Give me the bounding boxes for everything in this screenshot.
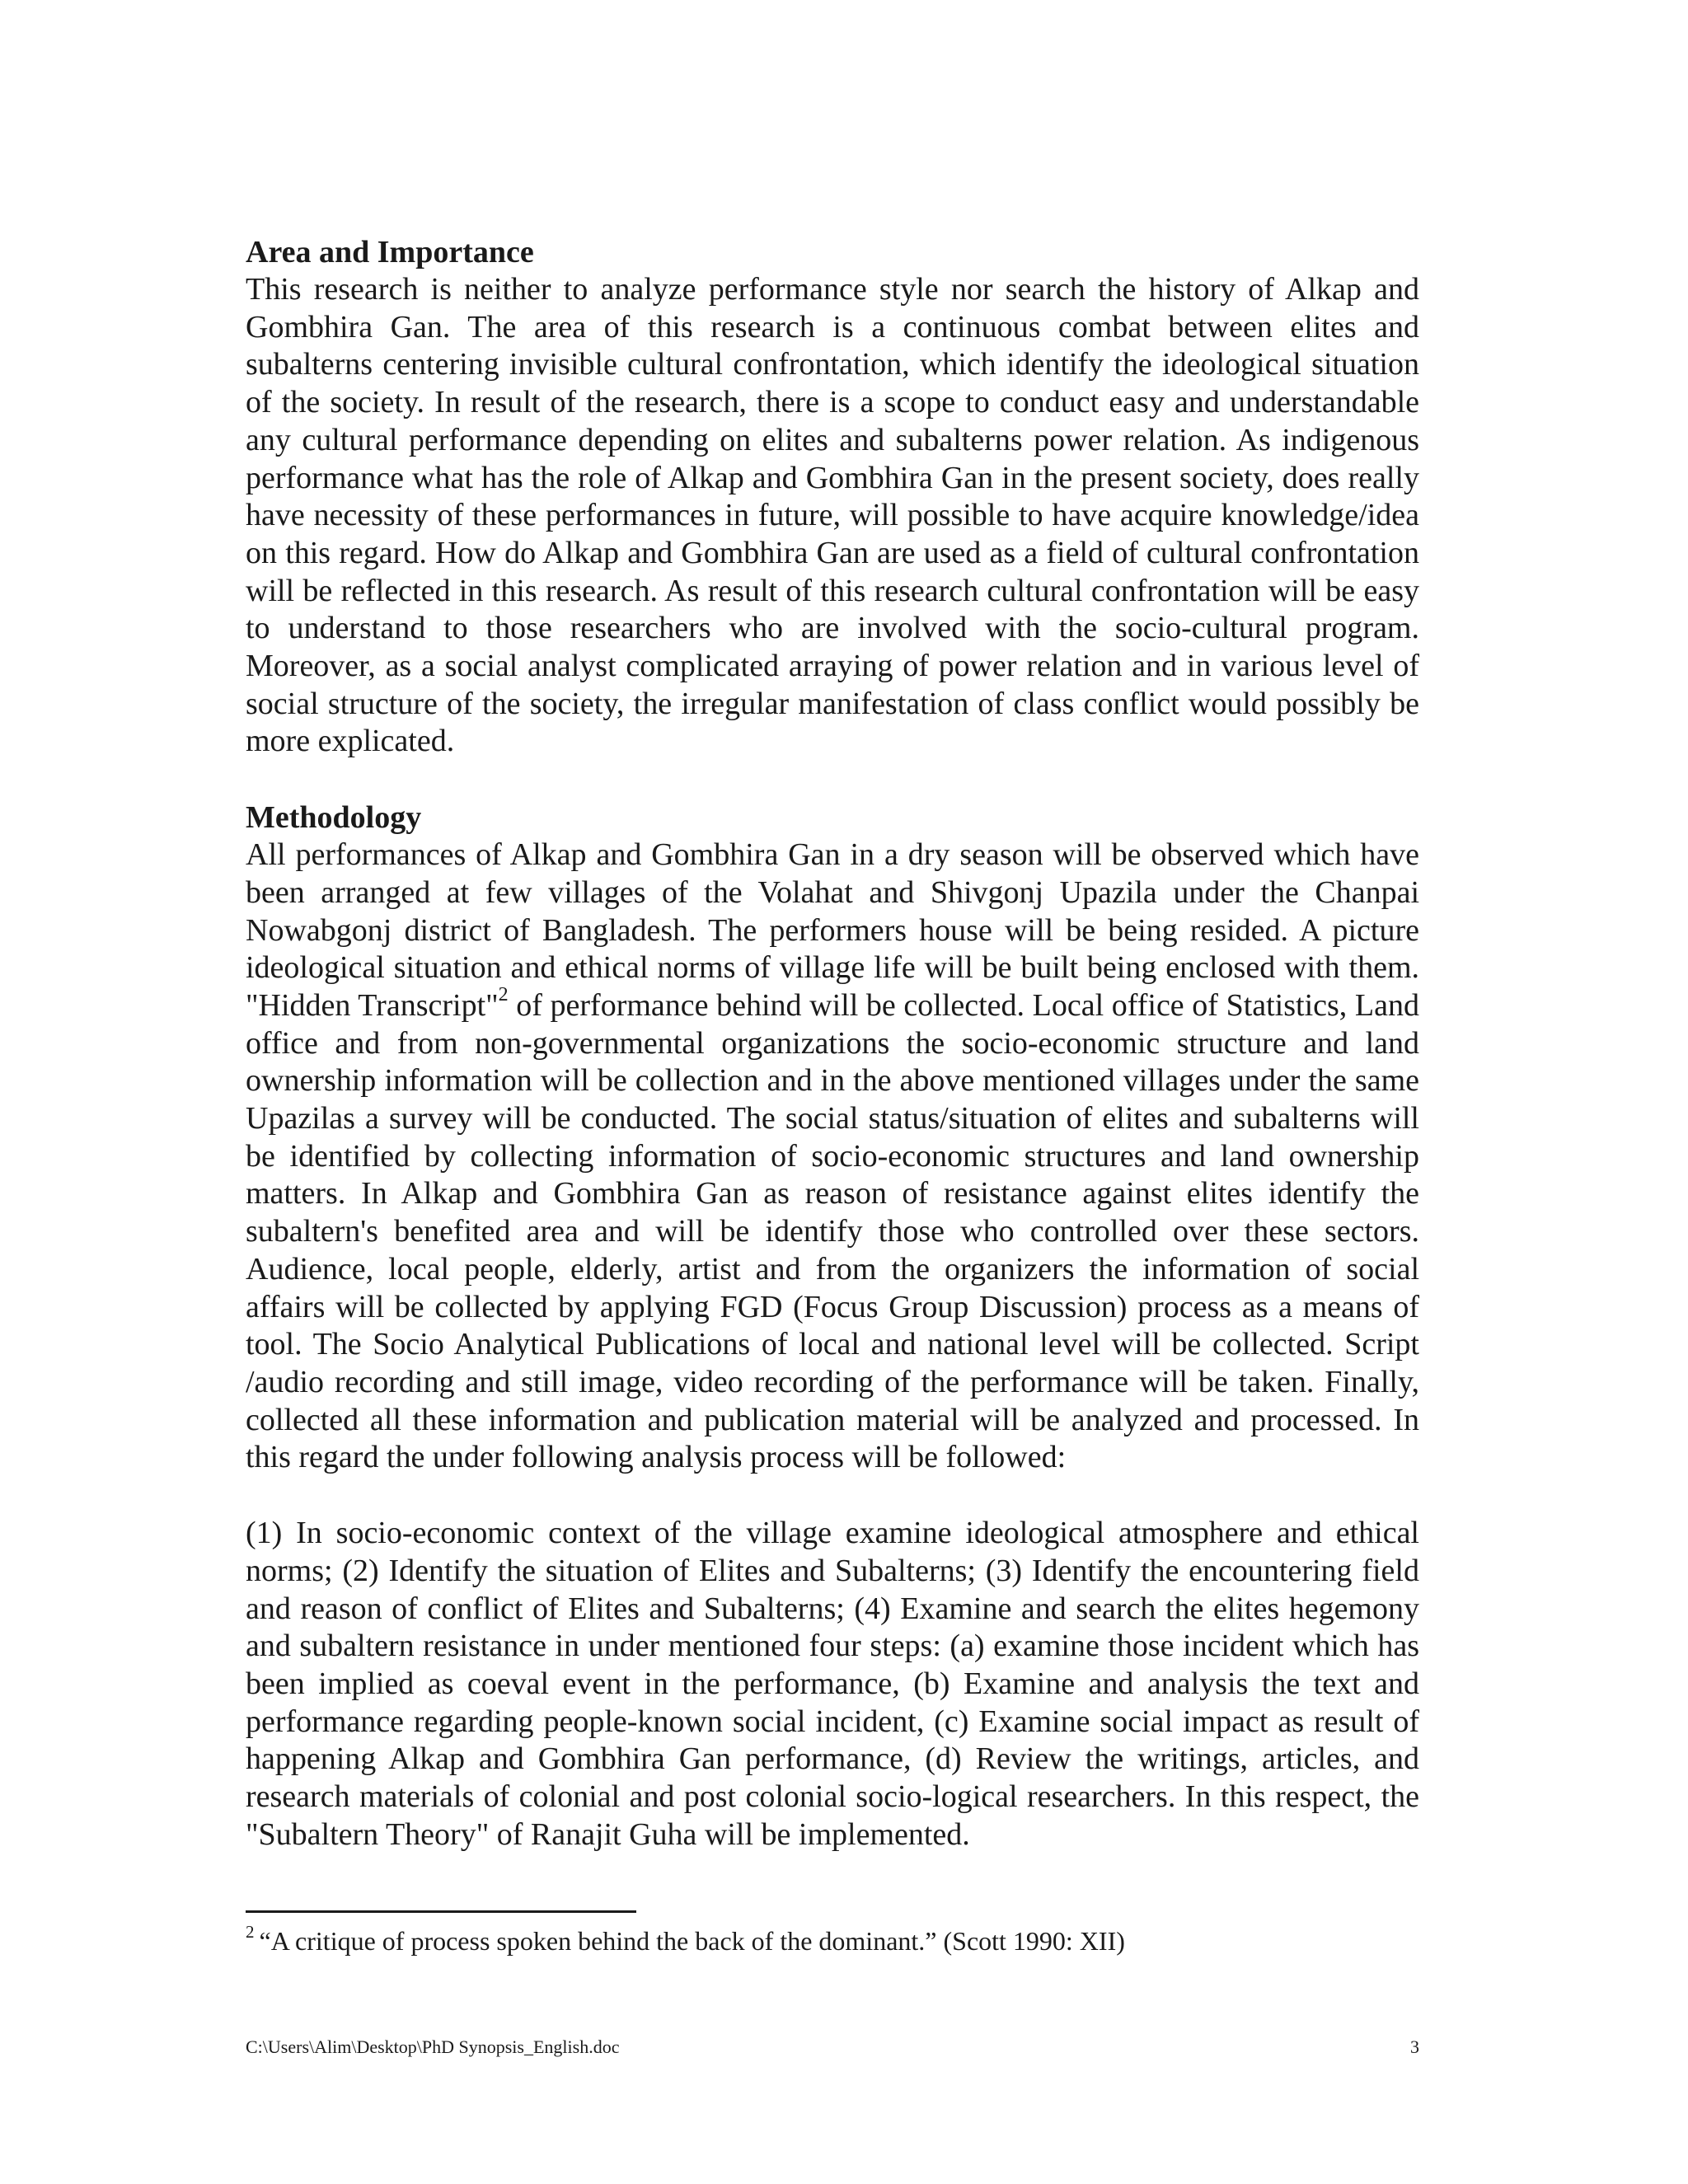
footnote-number: 2 — [246, 1922, 255, 1943]
area-importance-paragraph: This research is neither to analyze performance style nor search the history of Alkap and Gombhira Gan. The area of this research is a continuous combat between elites and subalterns centering invisible cultural confrontation, which identify the ideological situation of the society. In result of the research, there is a scope to conduct easy and understandable any cultural performance depending on elites and subalterns power relation. As indigenous performance what has the role of Alkap and Gombhira Gan in the present society, does really have necessity of these performances in future, will possible to have acquire knowledge/idea on this regard. How do Alkap and Gombhira Gan are used as a field of cultural confrontation will be reflected in this research. As result of this research cultural confrontation will be easy to understand to those researchers who are involved with the socio-cultural program. Moreover, as a social analyst complicated arraying of power relation and in various level of social structure of the society, the irregular manifestation of class conflict would possibly be more explicated. — [246, 272, 1419, 759]
paragraph-spacer — [246, 1477, 1419, 1515]
methodology-paragraph — [246, 837, 1419, 1477]
footer-file-path: C:\Users\Alim\Desktop\PhD Synopsis_English.doc — [246, 2036, 620, 2057]
footer-page-number: 3 — [1410, 2036, 1419, 2057]
methodology-text-part1: All performances of Alkap and Gombhira Gan in a dry season will be observed which have been arranged at few villages of the Volahat and Shivgonj Upazila under the Chanpai Nowabgonj district of Bangladesh. The performers house will be being resided. A picture ideological situation and ethical norms of village life will be built being enclosed with them. "Hidden Transcript" — [246, 837, 1419, 1023]
footnote-reference[interactable]: 2 — [498, 983, 509, 1005]
section-heading-methodology: Methodology — [246, 800, 422, 836]
analysis-steps-paragraph: (1) In socio-economic context of the village examine ideological atmosphere and ethical norms; (2) Identify the situation of Elites and Subalterns; (3) Identify the encountering field and reason of conflict of Elites and Subalterns; (4) Examine and search the elites hegemony and subaltern resistance in under mentioned four steps: (a) examine those incident which has been implied as coeval event in the performance, (b) Examine and analysis the text and performance regarding people-known social incident, (c) Examine social impact as result of happening Alkap and Gombhira Gan performance, (d) Review the writings, articles, and research materials of colonial and post colonial socio-logical researchers. In this respect, the "Subaltern Theory" of Ranajit Guha will be implemented. — [246, 1516, 1419, 1852]
footnote — [246, 1924, 1419, 1957]
footnote-separator — [246, 1910, 636, 1913]
section-heading-area-importance: Area and Importance — [246, 235, 534, 269]
section-spacer — [246, 761, 1419, 799]
methodology-text-part2: of performance behind will be collected. Local office of Statistics, Land office and from non-governmental organizations the socio-economic structure and land ownership information will be collection and in the above mentioned villages under the same Upazilas a survey will be conducted. The social status/situation of elites and subalterns will be identified by collecting information of socio-economic structures and land ownership matters. In Alkap and Gombhira Gan as reason of resistance against elites identify the subaltern's benefited area and will be identify those who controlled over these sectors. Audience, local people, elderly, artist and from the organizers the information of social affairs will be collected by applying FGD (Focus Group Discussion) process as a means of tool. The Socio Analytical Publications of local and national level will be collected. Script /audio recording and still image, video recording of the performance will be taken. Finally, collected all these information and publication material will be analyzed and processed. In this regard the under following analysis process will be followed: — [246, 987, 1419, 1475]
page-body — [246, 233, 1419, 1854]
footnote-text: “A critique of process spoken behind the back of the dominant.” (Scott 1990: XII) — [259, 1926, 1125, 1956]
